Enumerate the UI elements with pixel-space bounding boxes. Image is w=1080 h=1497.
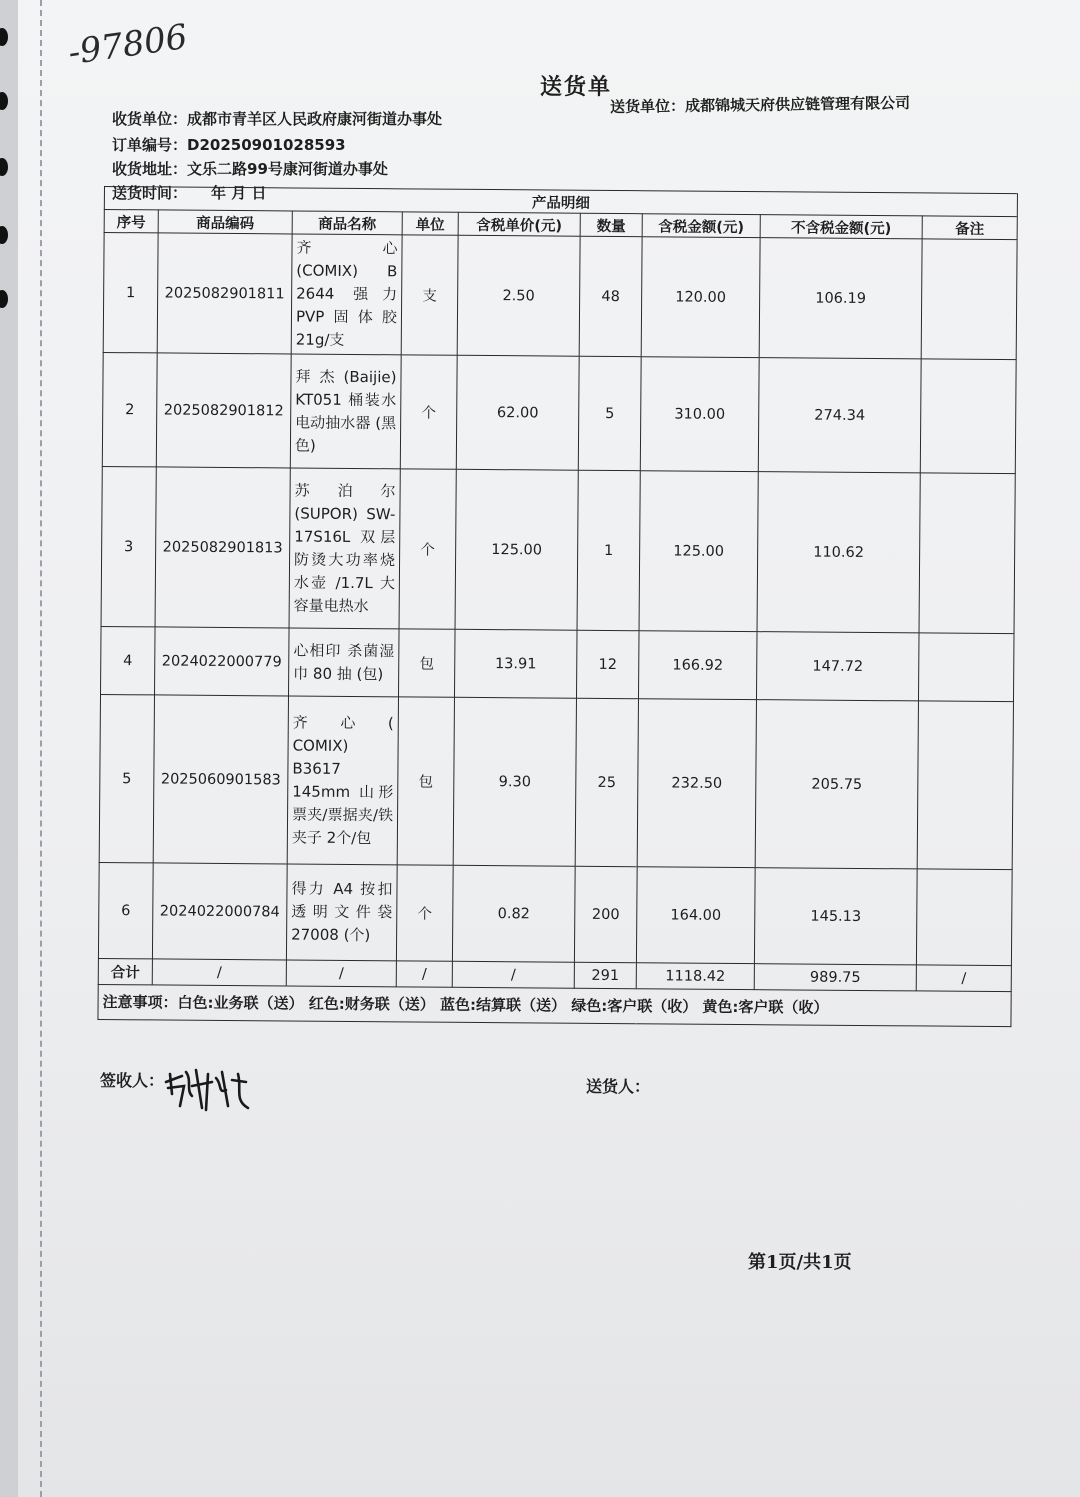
total-qty: 291: [574, 962, 636, 988]
row-no: 6: [98, 862, 153, 958]
delivery-address: [112, 158, 388, 179]
col-header: 商品名称: [292, 211, 402, 235]
delivery-address-label: 收货地址：: [112, 160, 188, 178]
table-row: [99, 694, 1013, 869]
col-header: 含税单价(元): [458, 212, 580, 236]
delivery-address-value: 文乐二路99号康河街道办事处: [187, 160, 388, 178]
page-number: 第1页/共1页: [748, 1252, 852, 1273]
row-remark: [917, 701, 1013, 870]
total-price: /: [452, 961, 574, 988]
row-no: 1: [103, 233, 158, 353]
row-amount: 310.00: [640, 357, 759, 472]
row-code: 2024022000779: [155, 627, 290, 696]
punch-hole: [0, 92, 8, 110]
row-name: 苏 泊 尔 (SUPOR) SW-17S16L 双层防烫大功率烧水壶 /1.7L 大容量电热水: [289, 468, 400, 629]
row-amount-ex-tax: 145.13: [754, 868, 917, 965]
total-label: 合计: [98, 958, 152, 984]
row-remark: [918, 633, 1014, 702]
notes-row: [98, 984, 1011, 1026]
row-qty: 48: [579, 236, 642, 356]
order-number: [112, 134, 346, 155]
notes-text: 注意事项：白色:业务联（送） 红色:财务联（送） 蓝色:结算联（送） 绿色:客户联（收） 黄色:客户联（收）: [98, 984, 1011, 1026]
row-code: 2025082901813: [155, 467, 290, 628]
col-header: 序号: [104, 210, 158, 233]
row-code: 2025082901811: [157, 233, 292, 354]
row-amount-ex-tax: 110.62: [757, 472, 920, 633]
order-number-label: 订单编号：: [112, 136, 188, 154]
handwritten-signature: [162, 1060, 252, 1120]
col-header: 备注: [922, 216, 1017, 240]
row-name: 得力 A4 按扣透明文件袋 27008 (个): [286, 864, 397, 961]
handwritten-note: -97806: [65, 16, 190, 74]
table-row: [101, 626, 1015, 701]
table-row: [98, 862, 1012, 965]
product-table: [97, 186, 1018, 1027]
row-price: 13.91: [454, 629, 577, 698]
row-name: 拜 杰 (Baijie) KT051 桶装水电动抽水器 (黑色): [290, 354, 401, 469]
row-price: 125.00: [455, 469, 578, 630]
total-amount: 1118.42: [636, 963, 754, 990]
receiver-unit-value: 成都市青羊区人民政府康河街道办事处: [187, 110, 443, 128]
row-amount: 164.00: [636, 867, 755, 964]
row-unit: 个: [399, 469, 456, 629]
row-unit: 个: [396, 865, 453, 961]
row-amount: 120.00: [641, 237, 760, 358]
row-code: 2025060901583: [153, 695, 288, 864]
punch-hole: [0, 158, 8, 176]
row-amount-ex-tax: 205.75: [755, 700, 918, 869]
tear-line: [40, 0, 42, 1497]
col-header: 商品编码: [158, 210, 292, 234]
row-remark: [919, 473, 1015, 634]
total-remark: /: [916, 965, 1011, 992]
table-row: [101, 466, 1015, 633]
punch-hole: [0, 290, 8, 308]
sender-unit: [610, 92, 910, 117]
delivery-time-label: 送货时间：: [112, 184, 188, 202]
col-header: 不含税金额(元): [760, 215, 922, 239]
row-unit: 个: [400, 355, 457, 469]
row-amount: 232.50: [637, 699, 756, 868]
row-amount-ex-tax: 274.34: [758, 358, 921, 473]
row-unit: 包: [398, 629, 455, 697]
row-qty: 5: [578, 356, 641, 470]
signer-label: 签收人：: [100, 1071, 165, 1090]
row-price: 2.50: [457, 235, 580, 356]
row-amount: 125.00: [639, 471, 758, 632]
col-header: 数量: [580, 213, 642, 236]
section-title: 产品明细: [104, 187, 1017, 217]
row-price: 9.30: [453, 697, 576, 866]
row-amount-ex-tax: 147.72: [756, 632, 919, 701]
delivery-time-value: 年 月 日: [211, 184, 267, 202]
row-amount: 166.92: [638, 631, 757, 700]
deliverer-label: 送货人：: [586, 1077, 651, 1096]
row-remark: [920, 359, 1016, 474]
row-no: 5: [99, 694, 154, 862]
row-no: 3: [101, 466, 156, 626]
row-name: 齐 心 ( COMIX) B3617 145mm 山形票夹/票据夹/铁夹子 2个/包: [287, 696, 398, 865]
row-code: 2025082901812: [156, 353, 291, 468]
row-amount-ex-tax: 106.19: [759, 238, 922, 359]
table-row: [102, 352, 1016, 473]
col-header: 单位: [402, 212, 458, 235]
row-remark: [916, 869, 1012, 966]
receiver-unit-label: 收货单位：: [112, 110, 188, 128]
perforated-edge: [0, 0, 18, 1497]
punch-hole: [0, 28, 8, 46]
row-qty: 25: [575, 698, 638, 866]
row-qty: 200: [574, 866, 637, 962]
punch-hole: [0, 226, 8, 244]
row-code: 2024022000784: [152, 863, 287, 960]
row-no: 4: [101, 626, 156, 694]
row-no: 2: [102, 352, 157, 466]
total-unit: /: [396, 961, 452, 987]
sender-unit-label: 送货单位：: [609, 97, 686, 117]
row-remark: [921, 239, 1017, 360]
row-qty: 1: [577, 470, 640, 630]
col-header: 含税金额(元): [642, 214, 760, 238]
receiver-unit: [112, 108, 442, 129]
total-amount-ex-tax: 989.75: [754, 964, 916, 991]
row-name: 齐 心 (COMIX) B 2644 强力 PVP固体胶 21g/支: [291, 234, 402, 355]
total-code: /: [152, 959, 286, 986]
order-number-value: D20250901028593: [187, 136, 346, 154]
row-qty: 12: [576, 630, 639, 698]
row-price: 0.82: [452, 865, 575, 962]
sender-unit-value: 成都锦城天府供应链管理有限公司: [684, 93, 911, 116]
row-price: 62.00: [456, 355, 579, 470]
row-unit: 支: [401, 235, 458, 355]
table-row: [103, 233, 1017, 360]
total-name: /: [286, 960, 396, 987]
row-name: 心相印 杀菌湿巾 80 抽 (包): [289, 628, 400, 697]
document-title: 送货单: [540, 75, 613, 100]
row-unit: 包: [397, 697, 454, 865]
